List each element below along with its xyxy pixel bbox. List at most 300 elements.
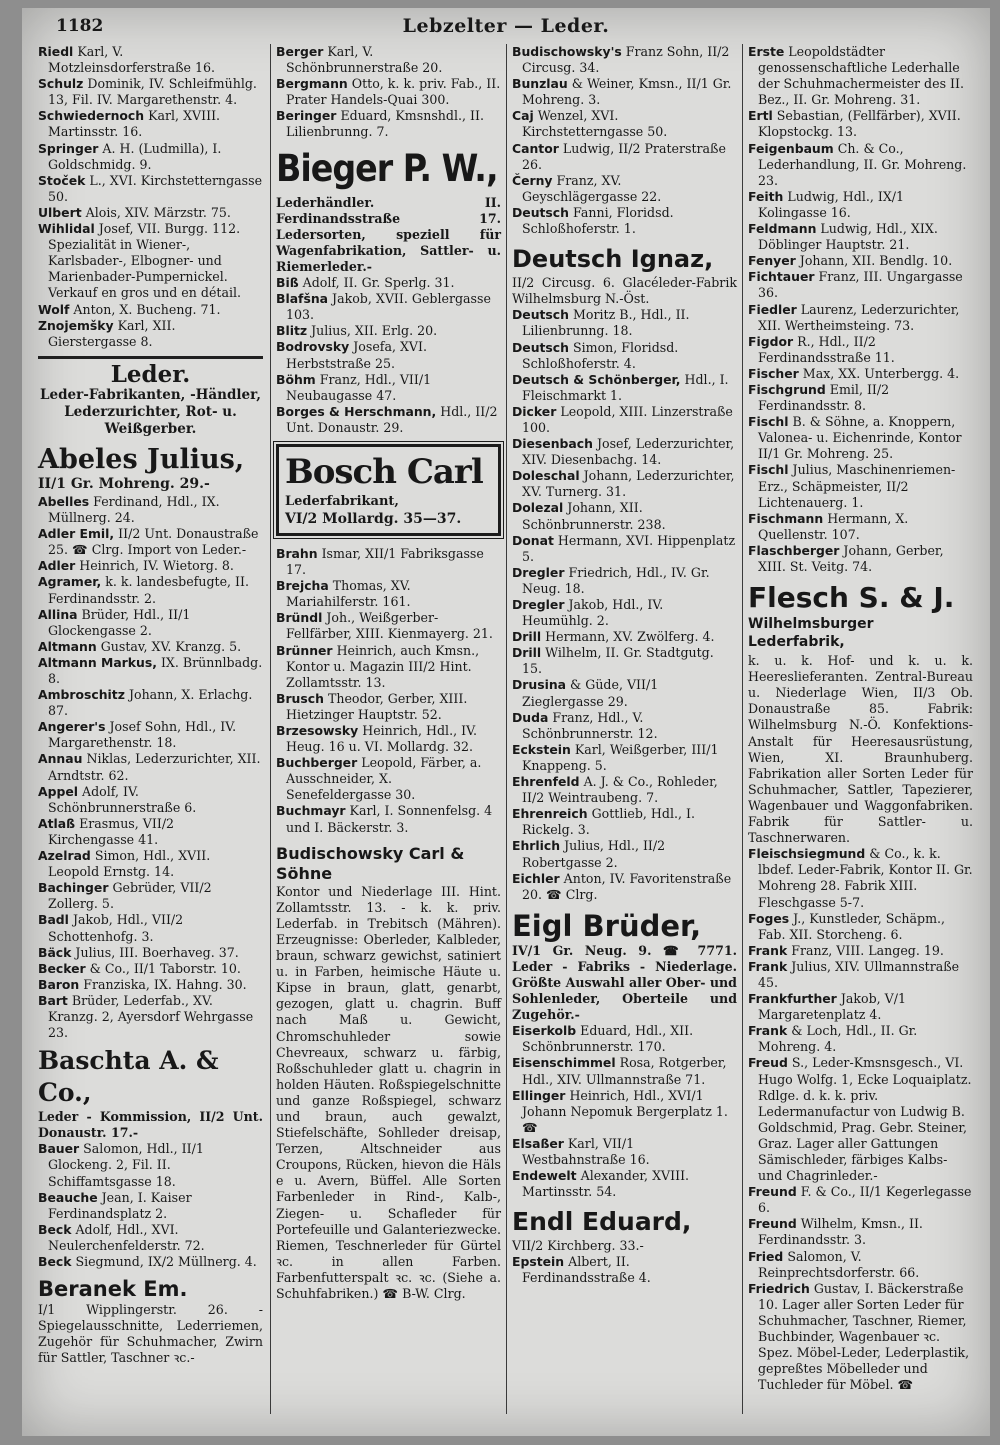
entry-detail: Gustav, I. Bäckerstraße 10. Lager aller Sorten Leder für Schuhmacher, Taschner, Riemer, Buchbinder, Wagenbauer ꝛc. Spez. Möbel-Leder, Lederplastik, gepreßtes Möbelleder und Tuchleder für Möbel. ☎ [758, 1280, 970, 1393]
directory-entry [512, 1088, 737, 1136]
advert-abeles-address: II/1 Gr. Mohreng. 29.- [38, 475, 210, 492]
entry-name: Badl [38, 912, 69, 928]
entry-detail: Alois, XIV. Märzstr. 75. [85, 204, 231, 220]
entry-detail: Karl, V. Schönbrunnerstraße 20. [286, 44, 443, 76]
entry-name: Appel [38, 783, 78, 799]
entry-name: Dregler [512, 564, 565, 580]
entry-detail: Wilhelm, II. Gr. Stadtgutg. 15. [522, 645, 714, 677]
entry-detail: Albert, II. Ferdinandsstraße 4. [522, 1254, 651, 1286]
entry-name: Ehrlich [512, 838, 561, 854]
entry-name: Bachinger [38, 880, 109, 896]
entry-name: Endewelt [512, 1168, 577, 1184]
entry-name: Brahn [276, 545, 318, 561]
entry-name: Beck [38, 1254, 72, 1269]
directory-entry [748, 334, 973, 366]
entry-detail: Fanni, Floridsd. Schloßhoferstr. 1. [522, 204, 674, 237]
directory-entry [748, 253, 973, 269]
entry-list [38, 494, 263, 1041]
entry-detail: Erasmus, VII/2 Kirchengasse 41. [48, 815, 175, 847]
entry-name: Frankfurther [748, 991, 837, 1007]
directory-entry [38, 816, 263, 848]
entry-name: Frank [748, 958, 788, 974]
entry-detail: Heinrich, Hdl., IV. Heug. 16 u. VI. Mollardg. 32. [286, 723, 477, 755]
directory-entry [512, 774, 737, 806]
directory-entry [512, 1023, 737, 1055]
directory-entry [276, 275, 501, 291]
entry-name: Fischl [748, 414, 789, 430]
entry-name: Erste [748, 44, 785, 59]
entry-name: Caj [512, 108, 534, 124]
entry-detail: Leopold, XIII. Linzerstraße 100. [522, 403, 733, 435]
directory-entry [512, 141, 737, 173]
directory-entry [38, 108, 263, 140]
entry-detail: Alexander, XVIII. Martinsstr. 54. [522, 1168, 690, 1200]
entry-name: Atlaß [38, 815, 76, 831]
directory-entry [748, 991, 973, 1023]
entry-detail: Anton, X. Bucheng. 71. [73, 301, 221, 317]
entry-detail: Ludwig, II/2 Praterstraße 26. [522, 140, 726, 172]
entry-name: Deutsch [512, 204, 569, 220]
entry-detail: Eduard, Hdl., XII. Schönbrunnerstr. 170. [522, 1023, 694, 1055]
entry-detail: Gebrüder, VII/2 Zollerg. 5. [48, 880, 212, 912]
entry-name: Dregler [512, 597, 565, 612]
entry-detail: B. & Söhne, a. Knoppern, Valonea- u. Eichenrinde, Kontor II/1 Gr. Mohreng. 25. [758, 414, 962, 462]
directory-entry [38, 1190, 263, 1222]
entry-name: Agramer, [38, 574, 102, 590]
entry-detail: Adolf, II. Gr. Sperlg. 31. [302, 275, 455, 291]
entry-detail: Eduard, Kmsnshdl., II. Lilienbrunng. 7. [286, 108, 484, 140]
directory-entry [38, 44, 263, 76]
directory-entry [748, 543, 973, 575]
entry-list [512, 307, 737, 902]
directory-entry [512, 597, 737, 629]
directory-entry [748, 108, 973, 140]
entry-detail: Moritz B., Hdl., II. Lilienbrunng. 18. [522, 307, 690, 339]
entry-detail: & Co., II/1 Taborstr. 10. [89, 960, 241, 976]
entry-name: Foges [748, 910, 790, 926]
advert-bosch-line1: Lederfabrikant, [285, 493, 399, 509]
advert-flesch-text: k. u. k. Hof- und k. u. k. Heereslieferanten. Zentral-Bureau u. Niederlage Wien, II/3 Ob. Donaustraße 85. Fabrik: Wilhelmsburg N.-Ö. Konfektions-Anstalt für Heeresausrüstung, Wien, XI. Braunhuberg. Fabrikation aller Sorten Leder für Schuhmacher, Sattler, Tapezierer, Wagenbauer und Waggonfabriken. Fabrik für Sattler- u. Taschnerwaren. [748, 653, 973, 846]
entry-detail: Johann, XII. Bendlg. 10. [799, 253, 953, 269]
entry-name: Bodrovsky [276, 339, 350, 355]
entry-name: Donat [512, 532, 554, 548]
directory-entry [38, 848, 263, 880]
entry-detail: Otto, k. k. priv. Fab., II. Prater Handels-Quai 300. [286, 76, 501, 108]
entry-detail: Simon, Floridsd. Schloßhoferstr. 4. [522, 339, 679, 371]
entry-name: Allina [38, 606, 78, 622]
entry-name: Fischgrund [748, 381, 826, 397]
directory-entry [38, 141, 263, 173]
advert-beranek-text: I/1 Wipplingerstr. 26. -Spiegelausschnitte, Lederriemen, Zugehör für Schuhmacher, Zwirn für Sattler, Taschner ꝛc.- [38, 1302, 263, 1366]
entry-detail: Franz, VIII. Langeg. 19. [791, 942, 944, 958]
entry-detail: Ferdinand, Hdl., IX. Müllnerg. 24. [48, 493, 220, 526]
entry-detail: Jakob, Hdl., VII/2 Schottenhofg. 3. [48, 912, 184, 944]
entry-name: Borges & Herschmann, [276, 403, 437, 419]
directory-entry [512, 1055, 737, 1087]
advert-eigl-text: IV/1 Gr. Neug. 9. ☎ 7771. Leder - Fabriks - Niederlage. Größte Auswahl aller Ober- und Sohlenleder, Oberteile und Zugehör.- [512, 942, 737, 1023]
directory-entry [276, 44, 501, 76]
directory-entry [748, 366, 973, 382]
advert-budischowsky-text: Kontor und Niederlage III. Hint. Zollamtsstr. 13. - k. k. priv. Lederfab. in Trebitsch (Mähren). Erzeugnisse: Oberleder, Kalbleder, braun, schwarz gewichst, satiniert u. in Farben, heimische Häute u. Kipse in braun, glatt, genarbt, gezogen, glatt u. chagrin. Buff nach Maß u. Gewicht, Chromschuhleder sowie Chevreaux, schwarz u. färbig, Roßschuhleder glatt u. chagrin in holden Häuten. Roßspiegelschnitte und ganze Roßspiegel, schwarz und braun, auch gewalzt, Stiefelschäfte, Sohlleder dreisap, Terzen, Altschneider aus Croupons, Rücken, hievon die Häls e u. Avern, Büffel. Alle Sorten Farbenleder in Rind-, Kalb-, Ziegen- u. Schafleder für Portefeuille und Galanteriezwecke. Riemen, Teschnerleder für Gürtel ꝛc. in allen Farben. Farbenfutterspalt ꝛc. ꝛc. (Siehe a. Schuhfabriken.) ☎ B-W. Clrg. [276, 883, 501, 1301]
entry-name: Böhm [276, 371, 316, 387]
entry-list [38, 1141, 263, 1270]
entry-detail: Niklas, Lederzurichter, XII. Arndtstr. 62. [48, 751, 261, 783]
directory-entry [512, 1254, 737, 1286]
entry-detail: Julius, XIV. Ullmannstraße 45. [758, 958, 960, 990]
advert-bosch-title: Bosch Carl [285, 451, 483, 492]
directory-entry [38, 526, 263, 558]
directory-entry [748, 1281, 973, 1394]
entry-name: Dolezal [512, 500, 564, 516]
entry-name: Adler [38, 558, 76, 574]
entry-name: Riedl [38, 44, 74, 59]
entry-detail: Johann, X. Erlachg. 87. [48, 687, 253, 719]
directory-entry [748, 44, 973, 108]
entry-name: Fischmann [748, 510, 824, 526]
running-title: Lebzelter — Leder. [402, 15, 610, 37]
directory-entry [276, 291, 501, 323]
directory-entry [38, 751, 263, 783]
directory-entry [748, 141, 973, 189]
entry-name: Beck [38, 1221, 72, 1237]
entry-detail: Salomon, Hdl., II/1 Glockeng. 2, Fil. II. Schiffamtsgasse 18. [48, 1141, 204, 1189]
entry-detail: IX. Brünnlbadg. 8. [48, 654, 263, 686]
directory-entry [276, 323, 501, 339]
entry-detail: Theodor, Gerber, XIII. Hietzinger Hauptstr. 52. [286, 690, 468, 722]
entry-name: Brusch [276, 690, 324, 706]
entry-name: Schwiedernoch [38, 108, 145, 124]
entry-name: Brzesowsky [276, 723, 359, 738]
entry-detail: Hdl., I. Fleischmarkt 1. [522, 371, 729, 403]
entry-detail: Jakob, Hdl., IV. Heumühlg. 2. [522, 597, 664, 629]
directory-entry [276, 803, 501, 835]
column-2 [276, 44, 501, 1302]
entry-name: Frank [748, 942, 788, 958]
entry-name: Blafšna [276, 291, 329, 307]
entry-name: Feigenbaum [748, 140, 834, 156]
directory-entry [748, 1249, 973, 1281]
directory-entry [512, 500, 737, 532]
entry-detail: A. J. & Co., Rohleder, II/2 Weintraubeng. 7. [522, 774, 718, 806]
entry-detail: Johann, Lederzurichter, XV. Turnerg. 31. [522, 468, 735, 500]
entry-detail: Karl, V. Motzleinsdorferstraße 16. [48, 44, 216, 76]
entry-detail: Simon, Hdl., XVII. Leopold Ernstg. 14. [48, 848, 211, 880]
directory-entry [38, 977, 263, 993]
entry-name: Fleischsiegmund [748, 846, 866, 862]
entry-detail: Friedrich, Hdl., IV. Gr. Neug. 18. [522, 564, 710, 596]
entry-name: Bründl [276, 610, 323, 626]
directory-entry [512, 710, 737, 742]
entry-name: Annau [38, 751, 83, 767]
entry-name: Bunzlau [512, 76, 568, 92]
directory-entry [38, 912, 263, 944]
entry-name: Buchmayr [276, 803, 346, 819]
entry-name: Friedrich [748, 1280, 810, 1296]
entry-detail: S., Leder-Kmsnsgesch., VI. Hugo Wolfg. 1, Ecke Loquaiplatz. Rdlge. d. k. k. priv. Ledermanufactur von Ludwig B. Goldschmid, Prag. Gebr. Steiner, Graz. Lager aller Gattungen Sämischleder, färbiges Kalbs- und Chagrinleder.- [758, 1055, 972, 1184]
entry-detail: Hermann, XVI. Hippenplatz 5. [522, 532, 736, 564]
entry-detail: Laurenz, Lederzurichter, XII. Wertheimsteing. 73. [758, 301, 960, 333]
directory-page [22, 8, 990, 1436]
advert-deutsch-text: II/2 Circusg. 6. Glacéleder-Fabrik Wilhelmsburg N.-Öst. [512, 275, 737, 307]
column-rule [270, 44, 271, 1414]
entry-detail: Hermann, XV. Zwölferg. 4. [545, 629, 715, 645]
entry-detail: Dominik, IV. Schleifmühlg. 13, Fil. IV. Margarethenstr. 4. [48, 76, 257, 108]
advert-eigl-title: Eigl Brüder, [512, 908, 702, 943]
section-title: Leder. [110, 360, 191, 388]
directory-entry [512, 173, 737, 205]
entry-name: Flaschberger [748, 542, 840, 558]
entry-name: Buchberger [276, 755, 358, 771]
page-number: 1182 [56, 16, 104, 36]
entry-name: Springer [38, 140, 99, 156]
entry-name: Fischer [748, 365, 799, 381]
directory-entry [276, 723, 501, 755]
directory-entry [38, 302, 263, 318]
directory-entry [38, 993, 263, 1041]
entry-detail: Gottlieb, Hdl., I. Rickelg. 3. [522, 806, 695, 838]
entry-detail: Josef Sohn, Hdl., IV. Margarethenstr. 18. [48, 719, 237, 751]
directory-entry [512, 645, 737, 677]
entry-name: Eckstein [512, 741, 571, 757]
column-rule [506, 44, 507, 1414]
entry-name: Biß [276, 275, 299, 291]
entry-detail: Adolf, IV. Schönbrunnerstraße 6. [48, 783, 197, 815]
entry-name: Freund [748, 1184, 797, 1200]
entry-name: Bäck [38, 944, 72, 960]
entry-detail: Jean, I. Kaiser Ferdinandsplatz 2. [48, 1189, 192, 1221]
entry-detail: Ludwig, Hdl., XIX. Döblinger Hauptstr. 21. [758, 221, 938, 253]
entry-detail: Rosa, Rotgerber, Hdl., XIV. Ullmannstraße 71. [522, 1055, 727, 1087]
directory-entry [512, 372, 737, 404]
directory-entry [512, 533, 737, 565]
entry-detail: & Weiner, Kmsn., II/1 Gr. Mohreng. 3. [522, 76, 732, 108]
entry-name: Beringer [276, 108, 337, 124]
entry-detail: Adolf, Hdl., XVI. Neulerchenfelderstr. 72. [48, 1221, 205, 1253]
directory-entry [276, 108, 501, 140]
entry-name: Angerer's [38, 719, 106, 735]
directory-entry [38, 205, 263, 221]
advert-endl-text: VII/2 Kirchberg. 33.- [512, 1238, 644, 1254]
entry-detail: Leopoldstädter genossenschaftliche Lederhalle der Schuhmachermeister des II. Bez., II. Gr. Mohreng. 31. [758, 44, 964, 108]
entry-name: Fiedler [748, 301, 797, 317]
entry-detail: Karl, VII/1 Westbahnstraße 16. [522, 1135, 650, 1167]
entry-name: Eichler [512, 870, 560, 886]
directory-entry [748, 302, 973, 334]
directory-entry [38, 1254, 263, 1270]
directory-entry [748, 382, 973, 414]
entry-name: Ehrenfeld [512, 774, 580, 790]
directory-entry [512, 205, 737, 237]
entry-detail: Franz, XV. Geyschlägergasse 22. [522, 172, 662, 204]
directory-entry [38, 574, 263, 606]
entry-detail: Siegmund, IX/2 Müllnerg. 4. [75, 1254, 257, 1269]
entry-name: Ellinger [512, 1087, 566, 1103]
entry-list [512, 44, 737, 237]
entry-detail: Jakob, XVII. Geblergasse 103. [286, 291, 491, 323]
entry-name: Berger [276, 44, 324, 59]
entry-list [748, 44, 973, 575]
directory-entry [38, 784, 263, 816]
entry-name: Stoček [38, 172, 86, 188]
entry-list [276, 546, 501, 836]
entry-detail: Julius, Hdl., II/2 Robertgasse 2. [522, 838, 666, 870]
directory-entry [512, 1168, 737, 1200]
directory-entry [748, 189, 973, 221]
directory-entry [276, 76, 501, 108]
directory-entry [512, 806, 737, 838]
entry-name: Černy [512, 172, 553, 188]
column-rule [742, 44, 743, 1414]
entry-detail: Ismar, XII/1 Fabriksgasse 17. [286, 545, 484, 578]
directory-entry [748, 1216, 973, 1248]
directory-entry [38, 655, 263, 687]
entry-name: Ambroschitz [38, 687, 125, 703]
directory-entry [748, 511, 973, 543]
entry-detail: Brüder, Hdl., II/1 Glockengasse 2. [48, 606, 191, 638]
entry-name: Eiserkolb [512, 1023, 577, 1039]
directory-entry [38, 687, 263, 719]
entry-detail: Wilhelm, Kmsn., II. Ferdinandsstr. 3. [758, 1216, 923, 1248]
directory-entry [512, 565, 737, 597]
directory-entry [512, 108, 737, 140]
directory-entry [38, 221, 263, 301]
entry-name: Elsaßer [512, 1135, 564, 1151]
entry-detail: Thomas, XV. Mariahilferstr. 161. [286, 578, 411, 610]
directory-entry [276, 546, 501, 578]
entry-name: Feldmann [748, 221, 817, 237]
entry-name: Azelrad [38, 848, 91, 864]
entry-name: Bergmann [276, 76, 348, 92]
advert-bosch-box [276, 444, 501, 536]
entry-detail: Wenzel, XVI. Kirchstetterngasse 50. [522, 108, 668, 140]
advert-budischowsky-title: Budischowsky Carl & Söhne [276, 843, 465, 883]
entry-detail: Johann, XII. Schönbrunnerstr. 238. [522, 500, 666, 532]
entry-detail: Franz, Hdl., V. Schönbrunnerstr. 12. [522, 709, 658, 741]
entry-detail: Franziska, IX. Hahng. 30. [83, 976, 247, 992]
entry-name: Figdor [748, 333, 794, 349]
entry-name: Wihlidal [38, 221, 95, 237]
directory-entry [276, 339, 501, 371]
entry-list [748, 846, 973, 1393]
entry-detail: Julius, Maschinenriemen-Erz., Schäpmeister, II/2 Lichtenauerg. 1. [758, 462, 956, 510]
directory-entry [512, 629, 737, 645]
advert-bosch-line2: VI/2 Mollardg. 35—37. [285, 510, 462, 527]
entry-name: Znojemšky [38, 317, 114, 333]
entry-list [512, 1254, 737, 1286]
directory-entry [276, 578, 501, 610]
entry-name: Bart [38, 992, 68, 1008]
directory-entry [38, 1141, 263, 1189]
advert-deutsch-title: Deutsch Ignaz, [512, 245, 714, 274]
directory-entry [512, 307, 737, 339]
directory-entry [38, 558, 263, 574]
directory-entry [276, 404, 501, 436]
directory-entry [276, 691, 501, 723]
directory-entry [748, 1023, 973, 1055]
entry-detail: & Loch, Hdl., II. Gr. Mohreng. 4. [758, 1023, 918, 1055]
directory-entry [276, 372, 501, 404]
entry-detail: Sebastian, (Fellfärber), XVII. Klopstockg. 13. [758, 108, 961, 140]
directory-entry [38, 1222, 263, 1254]
entry-name: Eisenschimmel [512, 1055, 616, 1071]
directory-entry [748, 221, 973, 253]
entry-detail: Ludwig, Hdl., IX/1 Kolingasse 16. [758, 188, 905, 220]
entry-detail: & Güde, VII/1 Zieglergasse 29. [522, 677, 659, 709]
entry-detail: Karl, XII. Gierstergasse 8. [48, 317, 176, 349]
column-4 [748, 44, 973, 1393]
entry-detail: & Co., k. k. lbdef. Leder-Fabrik, Kontor II. Gr. Mohreng 28. Fabrik XIII. Fleschgasse 5-7. [758, 846, 973, 910]
directory-entry [38, 173, 263, 205]
entry-name: Deutsch [512, 339, 569, 355]
advert-baschta-title: Baschta A. & Co., [38, 1046, 219, 1108]
directory-entry [276, 610, 501, 642]
entry-name: Doleschal [512, 468, 580, 484]
entry-name: Feith [748, 188, 784, 204]
section-divider [38, 356, 263, 359]
entry-detail: Joh., Weißgerber-Fellfärber, XIII. Kienmayerg. 21. [286, 610, 493, 642]
column-3 [512, 44, 737, 1287]
entry-name: Altmann Markus, [38, 654, 157, 670]
entry-name: Duda [512, 709, 549, 725]
entry-name: Fichtauer [748, 269, 815, 285]
directory-entry [512, 468, 737, 500]
entry-name: Wolf [38, 301, 70, 317]
directory-entry [276, 643, 501, 691]
entry-name: Adler Emil, [38, 526, 115, 542]
directory-entry [512, 838, 737, 870]
directory-entry [512, 340, 737, 372]
directory-entry [748, 1055, 973, 1184]
directory-entry [748, 269, 973, 301]
entry-list [512, 1023, 737, 1200]
advert-abeles-title: Abeles Julius, [38, 443, 245, 475]
entry-name: Deutsch [512, 307, 569, 323]
directory-entry [512, 871, 737, 903]
directory-entry [276, 755, 501, 803]
entry-name: Dicker [512, 403, 557, 419]
directory-entry [512, 44, 737, 76]
entry-detail: Emil, II/2 Ferdinandsstr. 8. [758, 381, 890, 414]
entry-detail: Max, XX. Unterbergg. 4. [802, 365, 960, 381]
entry-name: Beauche [38, 1189, 98, 1205]
entry-list [276, 275, 501, 436]
entry-detail: Hdl., II/2 Unt. Donaustr. 29. [286, 403, 498, 435]
entry-detail: Josefa, XVI. Herbststraße 25. [286, 339, 427, 371]
entry-name: Abelles [38, 493, 90, 509]
directory-entry [512, 742, 737, 774]
directory-entry [748, 911, 973, 943]
advert-flesch-title: Flesch S. & J. [748, 581, 955, 615]
entry-detail: Salomon, V. Reinprechtsdorferstr. 66. [758, 1248, 920, 1280]
advert-flesch-subtitle: Wilhelmsburger Lederfabrik, [748, 616, 874, 651]
entry-detail: Brüder, Lederfab., XV. Kranzg. 2, Ayersdorf Wehrgasse 23. [48, 992, 254, 1041]
column-1 [38, 44, 263, 1366]
directory-entry [512, 76, 737, 108]
entry-detail: A. H. (Ludmilla), I. Goldschmidg. 9. [48, 140, 222, 172]
entry-name: Altmann [38, 638, 97, 654]
directory-entry [38, 719, 263, 751]
directory-entry [748, 943, 973, 959]
entry-detail: Franz, Hdl., VII/1 Neubaugasse 47. [286, 371, 432, 403]
directory-entry [748, 846, 973, 910]
entry-name: Brejcha [276, 578, 329, 594]
entry-detail: L., XVI. Kirchstetterngasse 50. [48, 172, 263, 204]
entry-detail: II/2 Unt. Donaustraße 25. ☎ Clrg. Import von Leder.- [48, 526, 259, 558]
entry-name: Ehrenreich [512, 806, 588, 822]
directory-entry [38, 945, 263, 961]
entry-detail: Heinrich, auch Kmsn., Kontor u. Magazin III/2 Hint. Zollamtsstr. 13. [286, 642, 480, 690]
advert-bieger-text: Lederhändler. II. Ferdinandsstraße 17. Ledersorten, speziell für Wagenfabrikation, Sattler- u. Riemerleder.- [276, 194, 501, 274]
